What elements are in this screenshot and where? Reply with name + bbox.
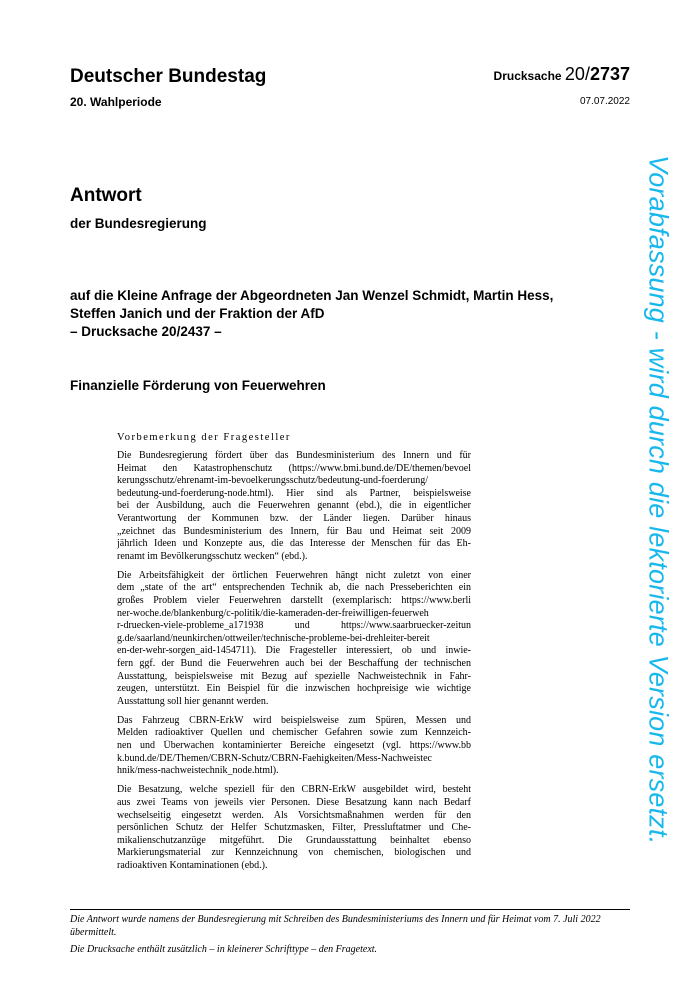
footnote-transmission: Die Antwort wurde namens der Bundesregierung mit Schreiben des Bundesministeriums des Innern und für Heimat vom 7. Juli 2022 übermittelt.: [70, 914, 601, 938]
body-line: fern ggf. der Bund die Feuerwehren auch bei der Beschaffung der technischen: [117, 658, 471, 669]
body-line: persönlichen Schutz der Helfer Schutzmasken, Filter, Pressluftatmer und Che-: [117, 822, 471, 834]
body-line: Die Besatzung, welche speziell für den CBRN-ErkW ausgebildet wird, besteht: [117, 784, 471, 796]
body-line: kerungsschutz/ehrenamt-im-bevoelkerungsschutz/bedeutung-und-foerderung/: [117, 475, 429, 487]
body-line: Ausstattung soll hier genannt werden.: [117, 695, 269, 707]
body-text: [117, 450, 471, 879]
body-paragraph: [117, 570, 471, 709]
body-line: Heimat den Katastrophenschutz (https://www.bmi.bund.de/DE/themen/bevoel: [117, 462, 471, 474]
body-paragraph: [117, 784, 471, 872]
drucksache-number-prefix: 20/: [564, 64, 590, 84]
anfrage-reference: [70, 287, 610, 341]
body-line: renamt im Bevölkerungsschutz wecken“ (ebd.).: [117, 550, 308, 562]
body-line: dem „state of the art“ entsprechenden Technik ab, die nach Presseberichten ein: [117, 582, 471, 594]
body-paragraph: [117, 450, 471, 563]
body-line: Das Fahrzeug CBRN-ErkW wird beispielsweise zum Spüren, Messen und: [117, 714, 471, 726]
preliminary-heading: Vorbemerkung der Fragesteller: [117, 432, 291, 443]
document-subtitle: der Bundesregierung: [70, 216, 207, 231]
anfrage-line: – Drucksache 20/2437 –: [70, 324, 222, 339]
drucksache-number: [494, 64, 630, 85]
body-line: „zeichnet das Bundesministerium des Innern, für Bau und Heimat seit 2009: [117, 525, 471, 537]
electoral-period: 20. Wahlperiode: [70, 95, 162, 109]
draft-watermark-text: Vorabfassung - wird durch die lektorierte Version ersetzt.: [643, 155, 674, 845]
body-line: Melden radioaktiver Quellen und chemischer Gefahren sowie zum Kennzeich-: [117, 727, 471, 739]
body-line: Verantwortung der Kommunen bzw. der Länder liegen. Darüber hinaus: [117, 512, 471, 524]
body-line: ner-woche.de/blankenburg/c-politik/die-kameraden-der-freiwilligen-feuerweh: [117, 607, 429, 619]
body-line: k.bund.de/DE/Themen/CBRN-Schutz/CBRN-Faehigkeiten/Mess-Nachweistec: [117, 752, 432, 764]
draft-watermark: [632, 115, 684, 885]
body-line: aus zwei Teams von jeweils vier Personen. Diese Besatzung kann nach Bedarf: [117, 796, 471, 808]
body-line: Ausstattung, beispielsweise mit Bezug auf spezielle Nachweistechnik in Fahr-: [117, 670, 471, 682]
drucksache-label: Drucksache: [493, 69, 562, 83]
body-line: großes Problem vieler Feuerwehren darstellt (exemplarisch: https://www.berli: [117, 595, 471, 607]
body-line: jährlich Ideen und Konzepte aus, die das Interesse der Menschen für das Eh-: [117, 538, 471, 550]
body-line: bedeutung-und-foerderung-node.html). Hier sind als Partner, beispielsweise: [117, 487, 471, 499]
footnote-divider: [70, 909, 630, 910]
anfrage-line: auf die Kleine Anfrage der Abgeordneten Jan Wenzel Schmidt, Martin Hess,: [70, 288, 554, 303]
body-line: en-der-wehr-sorgen_aid-1454711). Die Fragesteller interessiert, ob und inwie-: [117, 645, 471, 657]
body-line: radioaktiven Kontaminationen (ebd.).: [117, 859, 268, 871]
body-line: Die Arbeitsfähigkeit der örtlichen Feuerwehren hängt nicht zuletzt von einer: [117, 569, 471, 581]
anfrage-line: Steffen Janich und der Fraktion der AfD: [70, 306, 325, 321]
body-line: r-druecken-viele-probleme_a171938 und https://www.saarbruecker-zeitun: [117, 620, 471, 632]
body-line: bei der Ausbildung, auch die Feuerwehren genannt (ebd.), die in eigentlicher: [117, 500, 471, 512]
body-line: g.de/saarland/neunkirchen/ottweiler/technische-probleme-bei-drehleiter-bereit: [117, 632, 430, 644]
drucksache-number-main: 2737: [589, 64, 630, 84]
document-type: Antwort: [70, 185, 142, 206]
body-line: hnik/mess-nachweistechnik_node.html).: [117, 765, 279, 777]
document-title: Finanzielle Förderung von Feuerwehren: [70, 378, 326, 393]
body-line: zeugen, unterstützt. Ein Beispiel für die inzwischen hochpreisige wie wichtige: [117, 683, 471, 695]
body-line: mikalienschutzanzüge mitgeführt. Die Grundausstattung beinhaltet ebenso: [117, 834, 471, 846]
institution-name: Deutscher Bundestag: [70, 66, 267, 87]
body-line: Die Bundesregierung fördert über das Bundesministerium des Innern und für: [117, 450, 471, 461]
body-line: nen und Überwachen kontaminierter Bereiche eingesetzt (vgl. https://www.bb: [117, 740, 471, 752]
body-line: wechselseitig eingesetzt werden. Als Vorsichtsmaßnahmen werden für den: [117, 809, 471, 821]
document-date: 07.07.2022: [579, 96, 630, 107]
footnote-printing: Die Drucksache enthält zusätzlich – in kleinerer Schrifttype – den Fragetext.: [70, 944, 378, 955]
body-paragraph: [117, 715, 471, 778]
body-line: Markierungsmaterial zur Kennzeichnung von chemischen, biologischen und: [117, 847, 471, 859]
